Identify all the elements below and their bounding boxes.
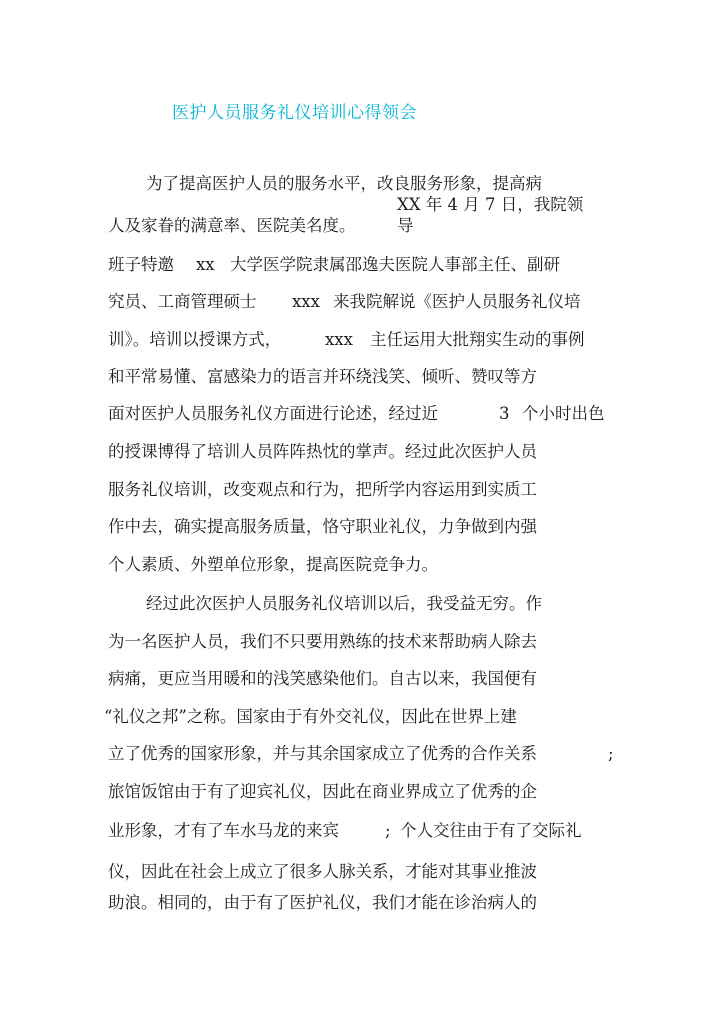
text-line: 大学医学院隶属邵逸夫医院人事部主任、副研 [230, 255, 560, 274]
text-line: 个小时出色 [522, 404, 605, 423]
text-line: 训》。培训以授课方式， [108, 330, 282, 349]
text-line: xx [196, 255, 215, 274]
text-line: xxx [325, 330, 353, 349]
text-line: 为一名医护人员，我们不只要用熟练的技术来帮助病人除去 [108, 632, 537, 651]
text-line: XX 年 4 月 7 日，我院领 [397, 195, 584, 214]
text-line: 和平常易懂、富感染力的语言并环绕浅笑、倾听、赞叹等方 [108, 367, 537, 386]
text-line: 业形象，才有了车水马龙的来宾 [108, 821, 339, 840]
text-line: 助浪。相同的，由于有了医护礼仪，我们才能在诊治病人的 [108, 893, 537, 912]
text-line: 的授课博得了培训人员阵阵热忱的掌声。经过此次医护人员 [108, 442, 537, 461]
document-title: 医护人员服务礼仪培训心得领会 [172, 103, 417, 123]
text-line: 经过此次医护人员服务礼仪培训以后，我受益无穷。作 [146, 594, 542, 613]
text-line: 班子特邀 [108, 255, 174, 274]
text-line: 3 [499, 404, 510, 423]
text-line: 作中去，确实提高服务质量，恪守职业礼仪，力争做到内强 [108, 517, 537, 536]
text-line: 为了提高医护人员的服务水平，改良服务形象，提高病 [146, 174, 542, 193]
text-line: 主任运用大批翔实生动的事例 [370, 330, 585, 349]
text-line: 人及家眷的满意率、医院美名度。 [108, 216, 356, 235]
text-line: 个人素质、外塑单位形象，提高医院竞争力。 [108, 555, 438, 574]
text-line: 究员、工商管理硕士 [108, 292, 257, 311]
text-line: ; [385, 821, 391, 840]
text-line: 导 [397, 216, 414, 235]
text-line: “礼仪之邦”之称。国家由于有外交礼仪，因此在世界上建 [104, 707, 517, 726]
text-line: 病痛，更应当用暖和的浅笑感染他们。自古以来，我国便有 [108, 669, 537, 688]
text-line: xxx [292, 292, 320, 311]
text-line: 面对医护人员服务礼仪方面进行论述，经过近 [108, 404, 438, 423]
text-line: 来我院解说《医护人员服务礼仪培 [333, 292, 581, 311]
text-line: 个人交往由于有了交际礼 [400, 821, 582, 840]
text-line: 服务礼仪培训，改变观点和行为，把所学内容运用到实质工 [108, 480, 537, 499]
text-line: 立了优秀的国家形象，并与其余国家成立了优秀的合作关系 [108, 744, 537, 763]
text-line: 旅馆饭馆由于有了迎宾礼仪，因此在商业界成立了优秀的企 [108, 782, 537, 801]
text-line: 仪，因此在社会上成立了很多人脉关系，才能对其事业推波 [108, 862, 537, 881]
text-line: ; [608, 744, 614, 763]
